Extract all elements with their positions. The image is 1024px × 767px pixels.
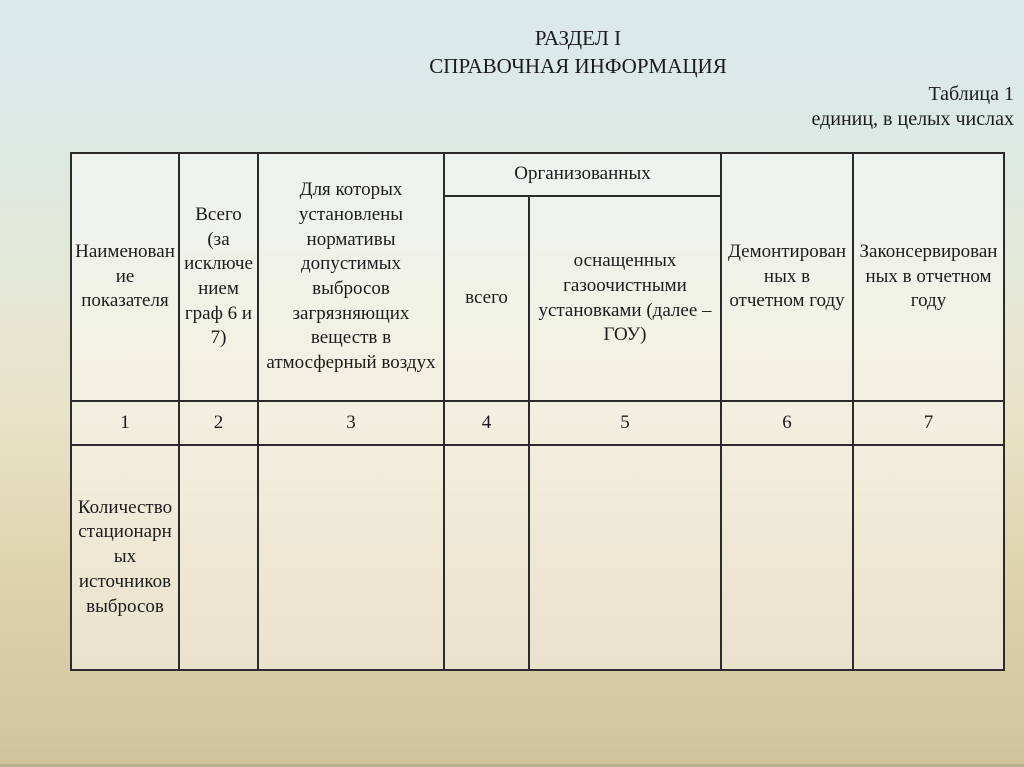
header-cell-organized-total: всего	[444, 196, 529, 401]
header-cell-organized-gou: оснащенных газоочистными установками (далее – ГОУ)	[529, 196, 721, 401]
column-numbers-row	[71, 401, 1004, 445]
units-note: единиц, в целых числах	[811, 108, 1014, 130]
header-cell-indicator-name: Наименование показателя	[71, 153, 179, 401]
header-cell-standards-set: Для которых установлены нормативы допустимых выбросов загрязняющих веществ в атмосферный воздух	[258, 153, 444, 401]
data-cell	[853, 445, 1004, 670]
table-data-row	[71, 445, 1004, 670]
reference-table	[70, 152, 1005, 671]
header-cell-mothballed: Законсервированных в отчетном году	[853, 153, 1004, 401]
column-number-cell: 4	[444, 401, 529, 445]
page-title	[0, 25, 1024, 80]
header-cell-dismantled: Демонтированных в отчетном году	[721, 153, 853, 401]
column-number-cell: 2	[179, 401, 258, 445]
column-number-cell: 6	[721, 401, 853, 445]
data-cell	[179, 445, 258, 670]
data-cell	[529, 445, 721, 670]
table-number-label: Таблица 1	[928, 83, 1014, 105]
title-line-1: РАЗДЕЛ I	[534, 26, 622, 50]
header-cell-organized-group: Организованных	[444, 153, 721, 196]
data-cell	[721, 445, 853, 670]
table-header-row-1	[71, 153, 1004, 196]
row-label-cell: Количество стационарных источников выбросов	[71, 445, 179, 670]
data-cell	[258, 445, 444, 670]
header-cell-total-excluding: Всего (за исключением граф 6 и 7)	[179, 153, 258, 401]
column-number-cell: 5	[529, 401, 721, 445]
title-line-2: СПРАВОЧНАЯ ИНФОРМАЦИЯ	[429, 53, 727, 78]
column-number-cell: 3	[258, 401, 444, 445]
column-number-cell: 1	[71, 401, 179, 445]
data-cell	[444, 445, 529, 670]
table-note	[811, 82, 1014, 132]
column-number-cell: 7	[853, 401, 1004, 445]
